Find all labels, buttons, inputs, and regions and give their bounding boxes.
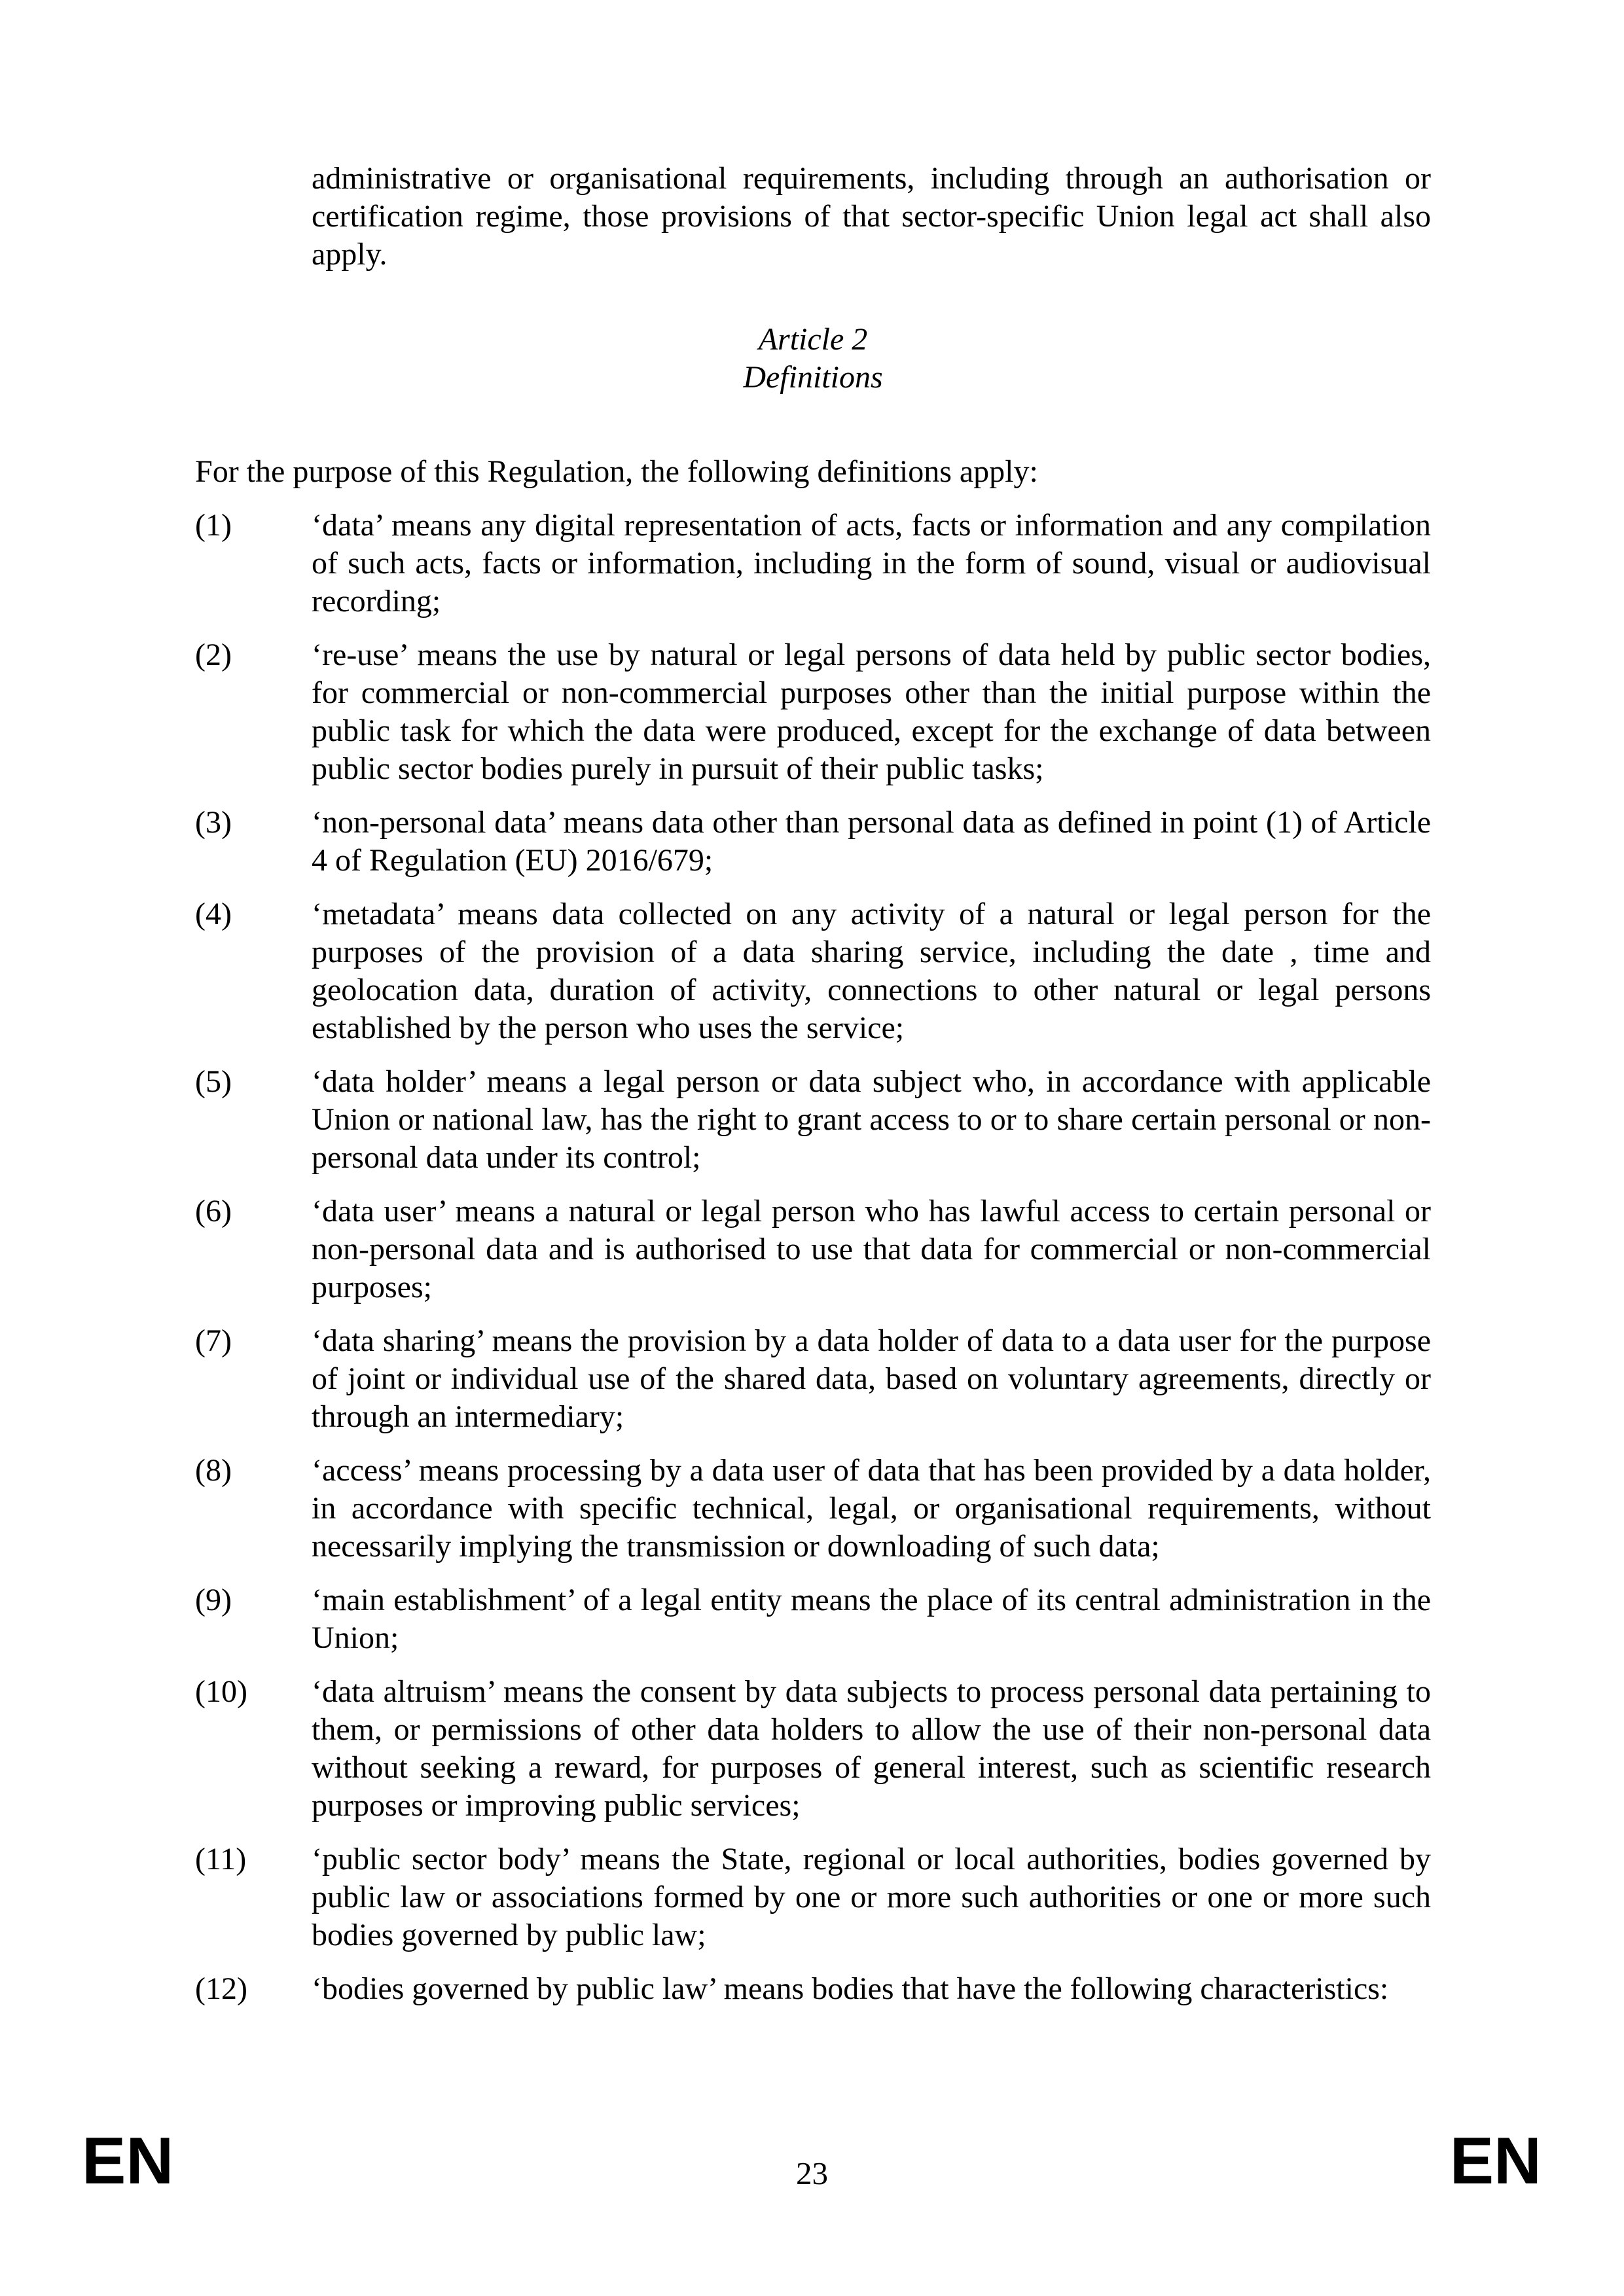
definition-number: (10) bbox=[195, 1674, 247, 1709]
definition-item bbox=[195, 1840, 1431, 1954]
definition-text: ‘data altruism’ means the consent by data subjects to process personal data pertaining to them, or permissions of other data holders to allow the use of their non-personal data without seeking a reward, for purposes of general interest, such as scientific research purposes or improving public services; bbox=[312, 1674, 1431, 1823]
definition-text: ‘metadata’ means data collected on any activity of a natural or legal person for the purposes of the provision of a data sharing service, including the date , time and geolocation data, duration of activity, connections to other natural or legal persons established by the person who uses the service; bbox=[312, 897, 1431, 1045]
language-marker-left: EN bbox=[82, 2125, 174, 2198]
definition-number: (8) bbox=[195, 1453, 232, 1488]
definition-item bbox=[195, 1970, 1431, 2008]
definition-number: (12) bbox=[195, 1971, 247, 2006]
definition-text: ‘data’ means any digital representation of acts, facts or information and any compilation of such acts, facts or information, including in the form of sound, visual or audiovisual recording; bbox=[312, 508, 1431, 619]
article-number: Article 2 bbox=[758, 322, 868, 357]
definition-item bbox=[195, 895, 1431, 1047]
definition-number: (3) bbox=[195, 805, 232, 840]
definition-item bbox=[195, 1581, 1431, 1657]
definition-number: (4) bbox=[195, 897, 232, 931]
definition-text: ‘public sector body’ means the State, regional or local authorities, bodies governed by public law or associations formed by one or more such authorities or one or more such bodies governed by public law; bbox=[312, 1842, 1431, 1952]
definition-item bbox=[195, 1452, 1431, 1566]
definition-item bbox=[195, 1322, 1431, 1436]
definition-text: ‘data sharing’ means the provision by a data holder of data to a data user for the purpose of joint or individual use of the shared data, based on voluntary agreements, directly or through an intermediary; bbox=[312, 1323, 1431, 1434]
article-title: Definitions bbox=[743, 360, 883, 395]
definition-item bbox=[195, 1193, 1431, 1306]
definition-item bbox=[195, 1063, 1431, 1177]
definition-text: ‘non-personal data’ means data other than personal data as defined in point (1) of Article 4 of Regulation (EU) 2016/679; bbox=[312, 805, 1431, 878]
definition-text: ‘bodies governed by public law’ means bodies that have the following characteristics: bbox=[312, 1971, 1389, 2006]
definition-text: ‘main establishment’ of a legal entity means the place of its central administration in the Union; bbox=[312, 1583, 1431, 1655]
definition-text: ‘re-use’ means the use by natural or legal persons of data held by public sector bodies, for commercial or non-commercial purposes other than the initial purpose within the public task for which the data were produced, except for the exchange of data between public sector bodies purely in pursuit of their public tasks; bbox=[312, 637, 1431, 786]
definition-text: ‘access’ means processing by a data user of data that has been provided by a data holder, in accordance with specific technical, legal, or organisational requirements, without necessarily implying the transmission or downloading of such data; bbox=[312, 1453, 1431, 1564]
intro-line: For the purpose of this Regulation, the following definitions apply: bbox=[195, 454, 1038, 489]
definition-item bbox=[195, 1673, 1431, 1825]
definition-number: (2) bbox=[195, 637, 232, 672]
continuation-paragraph: administrative or organisational requirements, including through an authorisation or certification regime, those provisions of that sector-specific Union legal act shall also apply. bbox=[312, 161, 1431, 272]
definition-number: (6) bbox=[195, 1194, 232, 1229]
definitions-list bbox=[195, 507, 1431, 2008]
page-number: 23 bbox=[796, 2155, 828, 2191]
definition-item bbox=[195, 804, 1431, 880]
language-marker-right: EN bbox=[1449, 2125, 1542, 2198]
page-content bbox=[195, 0, 1431, 2008]
definition-number: (9) bbox=[195, 1583, 232, 1617]
definition-number: (1) bbox=[195, 508, 232, 543]
definition-item bbox=[195, 507, 1431, 620]
definition-number: (5) bbox=[195, 1064, 232, 1099]
definition-number: (7) bbox=[195, 1323, 232, 1358]
definition-text: ‘data user’ means a natural or legal person who has lawful access to certain personal or non-personal data and is authorised to use that data for commercial or non-commercial purposes; bbox=[312, 1194, 1431, 1304]
definition-text: ‘data holder’ means a legal person or data subject who, in accordance with applicable Union or national law, has the right to grant access to or to share certain personal or non-personal data under its control; bbox=[312, 1064, 1431, 1175]
definition-item bbox=[195, 636, 1431, 788]
article-heading bbox=[195, 321, 1431, 397]
definition-number: (11) bbox=[195, 1842, 247, 1876]
